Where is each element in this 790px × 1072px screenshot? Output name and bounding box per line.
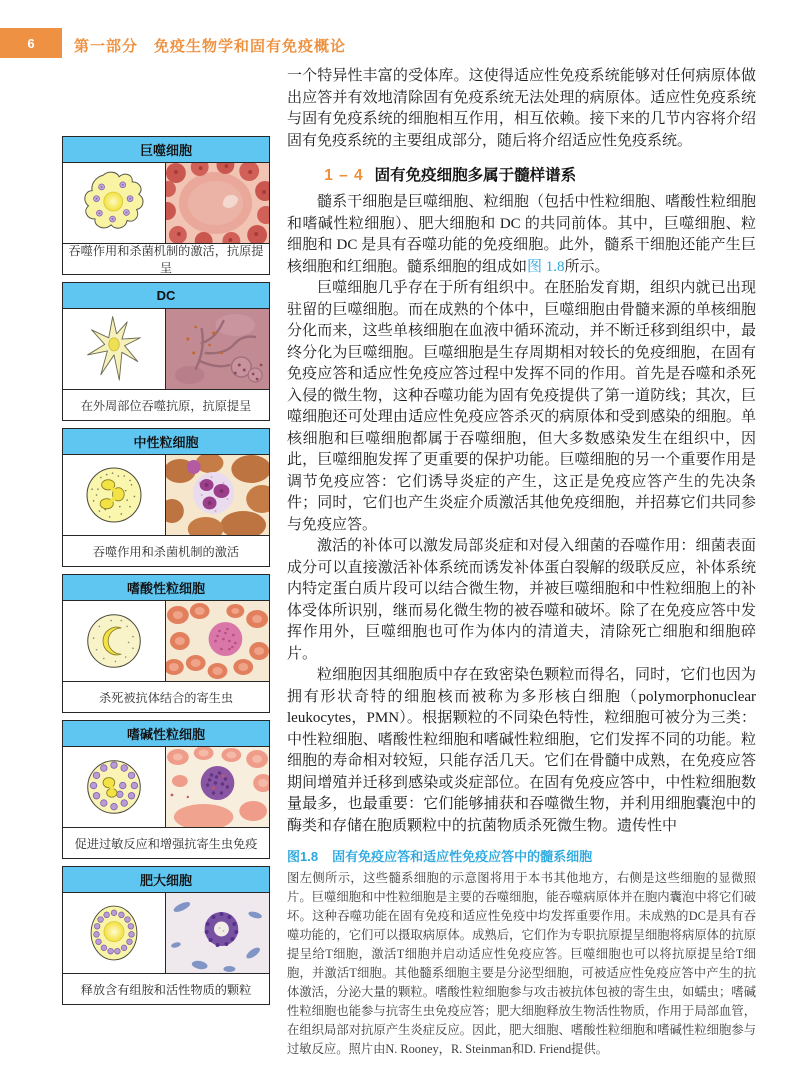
- figure-title: 固有免疫应答和适应性免疫应答中的髓系细胞: [332, 849, 593, 864]
- panel-neutrophil-title: 中性粒细胞: [63, 429, 269, 455]
- panel-dendritic-cell-caption: 在外周部位吞噬抗原，抗原提呈: [80, 398, 252, 413]
- figure-caption-text: 图左侧所示，这些髓系细胞的示意图将用于本书其他地方，右侧是这些细胞的显微照片。巨噬细胞和中性粒细胞是主要的吞噬细胞，能吞噬病原体并在胞内囊泡中将它们破坏。这种吞噬功能在固有免疫和适应性免疫中均发挥重要作用。未成熟的DC是具有吞噬功能的，它们可以摄取病原体。成熟后，它们作为专职抗原提呈细胞将病原体的抗原提呈给T细胞，激活T细胞并启动适应性免疫应答。巨噬细胞也可以将抗原提呈给T细胞，并激活T细胞。其他髓系细胞主要是分泌型细胞，可被适应性免疫应答中产生的抗体激活，分泌大量的颗粒。嗜酸性粒细胞参与攻击被抗体包被的寄生虫，如蠕虫；嗜碱性粒细胞也能参与抗寄生虫免疫应答；肥大细胞释放生物活性物质，作用于局部血管，在组织局部对抗原产生炎症反应。因此，肥大细胞、嗜酸性粒细胞和嗜碱性粒细胞参与过敏反应。照片由N. Rooney，R. Steinman和D. Friend提供。: [287, 871, 756, 1056]
- paragraph-3: 巨噬细胞几乎存在于所有组织中。在胚胎发育期，组织内就已出现驻留的巨噬细胞。而在成熟的个体中，巨噬细胞由骨髓来源的单核细胞分化而来，这些单核细胞在血液中循环流动，并不断迁移到组织中，最终分化为巨噬细胞。巨噬细胞是生存周期相对较长的免疫细胞，在固有免疫应答和适应性免疫应答过程中发挥不同的作用。首先是吞噬和杀死入侵的微生物，这种吞噬功能为固有免疫提供了第一道防线；其次，巨噬细胞还可处理由适应性免疫应答杀灭的病原体和受到感染的细胞。单核细胞和巨噬细胞都属于吞噬细胞，但大多数感染发生在组织中，因此，巨噬细胞发挥了更重要的保护功能。巨噬细胞的另一个重要作用是调节免疫应答：它们诱导炎症的产生，这正是免疫应答产生的先决条件；同时，它们也产生炎症介质激活其他免疫细胞，并招募它们共同参与免疫应答。: [287, 280, 756, 533]
- basophil-drawing: [63, 747, 166, 827]
- panel-neutrophil: [62, 428, 270, 567]
- panel-basophil: [62, 720, 270, 859]
- paragraph-2: [287, 192, 756, 278]
- section-title: 固有免疫细胞多属于髓样谱系: [374, 167, 577, 184]
- part-title: 第一部分 免疫生物学和固有免疫概论: [74, 38, 347, 55]
- paragraph-2-text: 髓系干细胞是巨噬细胞、粒细胞（包括中性粒细胞、嗜酸性粒细胞和嗜碱性粒细胞）、肥大细胞和 DC 的共同前体。其中，巨噬细胞、粒细胞和 DC 是具有吞噬功能的免疫细胞。此外，髓系干细胞还能产生巨核细胞和红细胞。髓系细胞的组成如: [287, 194, 756, 275]
- section-heading: [324, 163, 756, 185]
- panel-dendritic-cell: [62, 282, 270, 421]
- dendritic-cell-drawing: [63, 309, 166, 389]
- panel-eosinophil-title: 嗜酸性粒细胞: [63, 575, 269, 601]
- paragraph-1: 一个特异性丰富的受体库。这使得适应性免疫系统能够对任何病原体做出应答并有效地清除固有免疫系统无法处理的病原体。适应性免疫系统与固有免疫系统的细胞相互作用，相互依赖。接下来的几节内容将介绍固有免疫系统的主要组成部分，随后将介绍适应性免疫系统。: [287, 68, 756, 149]
- paragraph-2-tail: 所示。: [564, 258, 610, 275]
- panel-macrophage: [62, 136, 270, 275]
- paragraph-5: 粒细胞因其细胞质中存在致密染色颗粒而得名，同时，它们也因为拥有形状奇特的细胞核而被称为多形核白细胞（polymorphonuclear leukocytes，PMN）。根据颗粒的不同染色特性，粒细胞可被分为三类：中性粒细胞、嗜酸性粒细胞和嗜碱性粒细胞，它们发挥不同的功能。粒细胞的寿命相对较短，只能存活几天。它们在骨髓中成熟，在免疫应答期间增殖并迁移到感染或炎症部位。在固有免疫应答中，中性粒细胞数量最多，也最重要：它们能够捕获和吞噬微生物，并利用细胞囊泡中的酶类和存储在胞质颗粒中的抗菌物质杀死微生物。遗传性中: [287, 667, 756, 834]
- panel-macrophage-title: 巨噬细胞: [63, 137, 269, 163]
- macrophage-micrograph: [166, 163, 269, 243]
- mast-cell-drawing: [63, 893, 166, 973]
- panel-basophil-title: 嗜碱性粒细胞: [63, 721, 269, 747]
- mast-cell-micrograph: [166, 893, 269, 973]
- section-number: 1 – 4: [324, 167, 364, 184]
- page-number-box: [0, 28, 62, 58]
- figure-label: 图1.8: [287, 849, 319, 864]
- basophil-micrograph: [166, 747, 269, 827]
- paragraph-4: 激活的补体可以激发局部炎症和对侵入细菌的吞噬作用：细菌表面成分可以直接激活补体系统而诱发补体蛋白裂解的级联反应，补体系统内特定蛋白质片段可以结合微生物，并被巨噬细胞和中性粒细胞上的补体受体所识别，继而易化微生物的被吞噬和破坏。除了在免疫应答中发挥作用外，巨噬细胞也可作为体内的清道夫，清除死亡细胞和细胞碎片。: [287, 538, 756, 662]
- dendritic-cell-micrograph: [166, 309, 269, 389]
- panel-neutrophil-caption: 吞噬作用和杀菌机制的激活: [92, 544, 240, 559]
- cell-panels-column: [62, 136, 270, 1005]
- panel-basophil-caption: 促进过敏反应和增强抗寄生虫免疫: [74, 836, 258, 851]
- page-number: 6: [27, 35, 35, 51]
- figure-caption-title: [287, 846, 756, 865]
- eosinophil-micrograph: [166, 601, 269, 681]
- panel-mast-cell-caption: 释放含有组胺和活性物质的颗粒: [80, 982, 252, 997]
- macrophage-drawing: [63, 163, 166, 243]
- panel-eosinophil: [62, 574, 270, 713]
- panel-mast-cell-title: 肥大细胞: [63, 867, 269, 893]
- figure-caption-block: [287, 846, 756, 1059]
- body-text-column: [287, 66, 756, 1059]
- panel-dendritic-cell-title: DC: [63, 283, 269, 309]
- neutrophil-micrograph: [166, 455, 269, 535]
- panel-macrophage-caption: 吞噬作用和杀菌机制的激活，抗原提呈: [68, 244, 264, 275]
- figure-1-8-reference-link[interactable]: 图 1.8: [527, 258, 565, 275]
- eosinophil-drawing: [63, 601, 166, 681]
- panel-mast-cell: [62, 866, 270, 1005]
- neutrophil-drawing: [63, 455, 166, 535]
- panel-eosinophil-caption: 杀死被抗体结合的寄生虫: [98, 690, 234, 705]
